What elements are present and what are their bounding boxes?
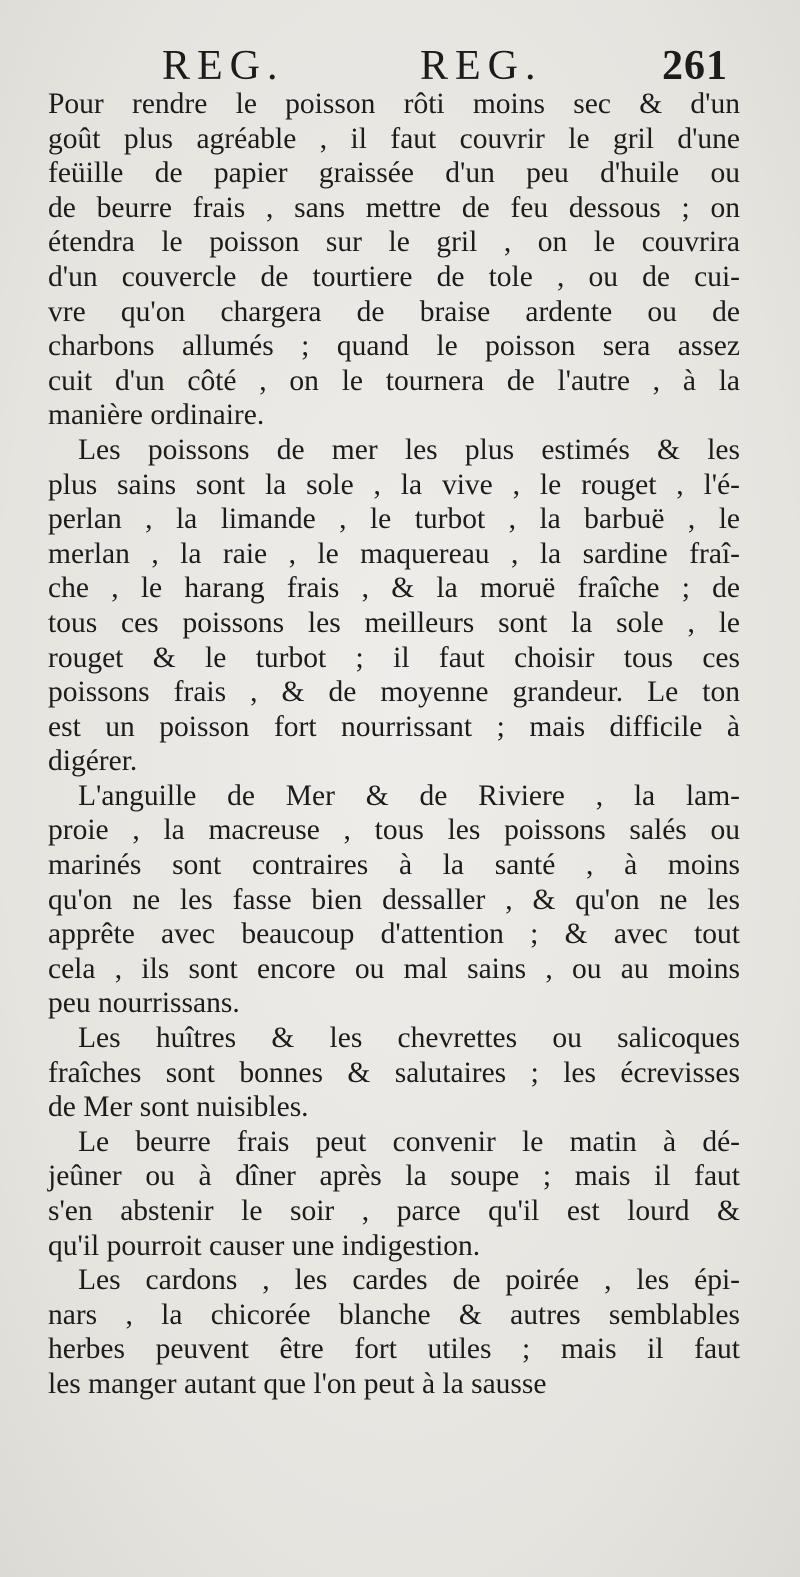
text-line: merlan , la raie , le maquereau , la sardine fraî- bbox=[48, 537, 740, 570]
text-line: Les cardons , les cardes de poirée , les épi- bbox=[78, 1264, 740, 1297]
text-line: d'un couvercle de tourtiere de tole , ou de cui- bbox=[48, 260, 740, 293]
text-line: s'en abstenir le soir , parce qu'il est lourd & bbox=[48, 1195, 740, 1227]
text-line: tous ces poissons les meilleurs sont la sole , le bbox=[48, 606, 740, 639]
text-line: Les poissons de mer les plus estimés & les bbox=[78, 433, 740, 466]
paragraph bbox=[48, 1263, 740, 1401]
header-left: REG. bbox=[162, 43, 285, 89]
text-line: étendra le poisson sur le gril , on le couvrira bbox=[48, 226, 740, 259]
text-line: cela , ils sont encore ou mal sains , ou au moins bbox=[48, 952, 740, 985]
text-line: jeûner ou à dîner après la soupe ; mais il faut bbox=[48, 1160, 740, 1193]
text-line: Le beurre frais peut convenir le matin à dé- bbox=[78, 1125, 740, 1158]
text-line: apprête avec beaucoup d'attention ; & avec tout bbox=[48, 918, 740, 951]
text-line: proie , la macreuse , tous les poissons salés ou bbox=[48, 814, 740, 847]
paragraph bbox=[48, 1021, 740, 1125]
text-line: rouget & le turbot ; il faut choisir tous ces bbox=[48, 641, 740, 674]
text-line: perlan , la limande , le turbot , la barbuë , le bbox=[48, 503, 740, 536]
text-line: marinés sont contraires à la santé , à moins bbox=[48, 849, 740, 882]
text-line: qu'il pourroit causer une indigestion. bbox=[48, 1229, 481, 1262]
text-line: manière ordinaire. bbox=[48, 399, 265, 432]
text-line: vre qu'on chargera de braise ardente ou de bbox=[48, 295, 740, 328]
paragraph bbox=[48, 779, 740, 1021]
text-line: herbes peuvent être fort utiles ; mais il faut bbox=[48, 1333, 740, 1366]
text-line: poissons frais , & de moyenne grandeur. Le ton bbox=[48, 676, 740, 709]
text-line: est un poisson fort nourrissant ; mais difficile à bbox=[48, 710, 740, 743]
text-line: fraîches sont bonnes & salutaires ; les écrevisses bbox=[48, 1056, 740, 1089]
text-line: les manger autant que l'on peut à la sausse bbox=[48, 1367, 547, 1400]
text-line: nars , la chicorée blanche & autres semblables bbox=[48, 1298, 740, 1331]
text-line: feüille de papier graissée d'un peu d'huile ou bbox=[48, 157, 740, 190]
text-line: goût plus agréable , il faut couvrir le gril d'une bbox=[48, 122, 740, 155]
page-number: 261 bbox=[662, 43, 728, 89]
paragraph bbox=[48, 433, 740, 779]
text-line: che , le harang frais , & la moruë fraîche ; de bbox=[48, 572, 740, 605]
text-line: de beurre frais , sans mettre de feu dessous ; on bbox=[48, 191, 740, 224]
text-line: charbons allumés ; quand le poisson sera assez bbox=[48, 330, 740, 363]
text-line: de Mer sont nuisibles. bbox=[48, 1091, 309, 1124]
text-line: Les huîtres & les chevrettes ou salicoques bbox=[78, 1022, 740, 1055]
paragraph bbox=[48, 87, 740, 433]
text-line: digérer. bbox=[48, 745, 138, 778]
text-line: L'anguille de Mer & de Riviere , la lam- bbox=[78, 779, 740, 812]
text-line: qu'on ne les fasse bien dessaller , & qu'on ne les bbox=[48, 883, 740, 916]
text-line: plus sains sont la sole , la vive , le rouget , l'é- bbox=[48, 468, 740, 501]
page-body-text bbox=[48, 87, 740, 1402]
paragraph bbox=[48, 1125, 740, 1263]
running-header bbox=[0, 42, 800, 92]
text-line: peu nourrissans. bbox=[48, 987, 240, 1020]
text-line: cuit d'un côté , on le tournera de l'autre , à la bbox=[48, 364, 740, 397]
text-line: Pour rendre le poisson rôti moins sec & d'un bbox=[48, 88, 740, 120]
header-center: REG. bbox=[420, 43, 543, 89]
